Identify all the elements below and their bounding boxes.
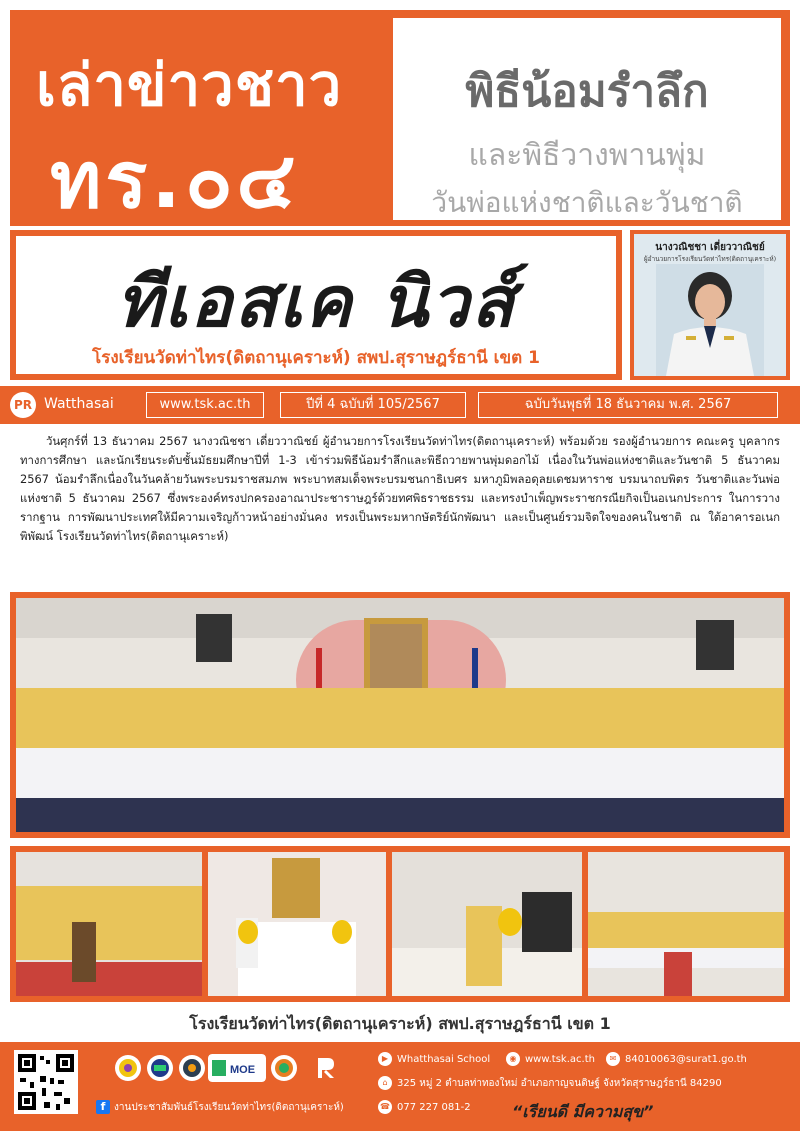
header-brand-line2: ทร.๐๔ bbox=[50, 136, 300, 226]
facebook-icon: f bbox=[96, 1100, 110, 1114]
header-title-box bbox=[393, 18, 781, 220]
email-label: 84010063@surat1.go.th bbox=[625, 1054, 747, 1065]
website-box[interactable]: www.tsk.ac.th bbox=[146, 392, 264, 418]
director-card bbox=[630, 230, 790, 380]
moe-logo-text: MOE bbox=[230, 1064, 256, 1076]
date-box: ฉบับวันพุธที่ 18 ธันวาคม พ.ศ. 2567 bbox=[478, 392, 778, 418]
pr-logo-icon bbox=[312, 1054, 340, 1082]
address-line bbox=[378, 1076, 722, 1091]
header bbox=[10, 10, 790, 226]
director-card-inner bbox=[634, 234, 786, 376]
news-banner-inner bbox=[16, 236, 616, 374]
footer bbox=[0, 1042, 800, 1131]
obec-logo-icon bbox=[114, 1054, 142, 1082]
main-photo-frame bbox=[10, 592, 790, 838]
thumbnail-photo-2 bbox=[208, 852, 386, 996]
article-body: วันศุกร์ที่ 13 ธันวาคม 2567 นางวณิชชา เดี่ยววาณิชย์ ผู้อำนวยการโรงเรียนวัดท่าไทร(ดิตถานุเคราะห์) พร้อมด้วย รองผู้อำนวยการ คณะครู บุคลากรทางการศึกษา และนักเรียนระดับชั้นมัธยมศึกษาปีที่ 1-3 เข้าร่วมพิธีน้อมรำลึกและพิธีถวายพานพุ่มดอกไม้ เนื่องในวันพ่อแห่งชาติและวันชาติ 5 ธันวาคม 2567 น้อมรำลึกเนื่องในวันคล้ายวันพระบรมราชสมภพ พระบาทสมเด็จพระบรมชนกาธิเบศร มหาภูมิพลอดุลยเดชมหาราช บรมนาถบพิตร วันชาติและวันพ่อแห่งชาติ 5 ธันวาคม 2567 ซึ่งพระองค์ทรงปกครองอาณาประชาราษฎร์ด้วยทศพิธราชธรรม และทรงบำเพ็ญพระราชกรณียกิจเป็นอเนกประการ ในการวางรากฐาน การพัฒนาประเทศให้มีความเจริญก้าวหน้าอย่างมั่นคง ทรงเป็นพระมหากษัตริย์นักพัฒนา และเป็นศูนย์รวมจิตใจของคนในชาติ ณ ใต้อาคารอเนกพิพัฒน์ โรงเรียนวัดท่าไทร(ดิตถานุเคราะห์) bbox=[20, 434, 780, 543]
pr-badge: PR bbox=[10, 392, 36, 418]
facebook-label: งานประชาสัมพันธ์โรงเรียนวัดท่าไทร(ดิตถานุเคราะห์) bbox=[114, 1102, 344, 1113]
youtube-label: Whatthasai School bbox=[397, 1054, 491, 1065]
director-name: นางวณิชชา เดี่ยววาณิชย์ bbox=[655, 242, 765, 253]
email-link[interactable] bbox=[606, 1052, 747, 1066]
phone-link[interactable] bbox=[378, 1100, 471, 1114]
mail-icon: ✉ bbox=[606, 1052, 620, 1066]
thumbnail-strip bbox=[10, 846, 790, 1002]
phone-label: 077 227 081-2 bbox=[397, 1102, 471, 1113]
news-banner-title: ทีเอสเค นิวส์ bbox=[116, 260, 516, 343]
phone-icon: ☎ bbox=[378, 1100, 392, 1114]
globe-icon: ◉ bbox=[506, 1052, 520, 1066]
info-bar bbox=[0, 386, 800, 424]
facebook-link[interactable] bbox=[96, 1100, 344, 1115]
header-brand bbox=[10, 10, 390, 226]
thumbnail-photo-1 bbox=[16, 852, 202, 996]
qr-code-icon[interactable] bbox=[14, 1050, 78, 1114]
youtube-link[interactable] bbox=[378, 1052, 490, 1066]
news-banner-school: โรงเรียนวัดท่าไทร(ดิตถานุเคราะห์) สพป.สุราษฎร์ธานี เขต 1 bbox=[92, 348, 540, 368]
school-caption: โรงเรียนวัดท่าไทร(ดิตถานุเคราะห์) สพป.สุราษฎร์ธานี เขต 1 bbox=[189, 1014, 611, 1033]
page-title: พิธีน้อมรำลึก bbox=[465, 66, 709, 117]
school-slogan: “เรียนดี มีความสุข” bbox=[512, 1102, 654, 1121]
thumbnail-photo-4 bbox=[588, 852, 784, 996]
issue-box: ปีที่ 4 ฉบับที่ 105/2567 bbox=[280, 392, 466, 418]
site-name: Watthasai bbox=[44, 396, 114, 412]
moe-safety-logo-icon bbox=[208, 1054, 266, 1082]
header-brand-line1: เล่าข่าวชาว bbox=[36, 51, 343, 119]
address-label: 325 หมู่ 2 ตำบลท่าทองใหม่ อำเภอกาญจนดิษฐ์ จังหวัดสุราษฎร์ธานี 84290 bbox=[397, 1078, 722, 1089]
group-photo bbox=[16, 598, 784, 832]
director-role: ผู้อำนวยการโรงเรียนวัดท่าไทร(ดิตถานุเคราะห์) bbox=[643, 255, 777, 263]
web-label: www.tsk.ac.th bbox=[525, 1054, 595, 1065]
district-logo-icon bbox=[146, 1054, 174, 1082]
school-logo-icon bbox=[270, 1054, 298, 1082]
page-subtitle-2: วันพ่อแห่งชาติและวันชาติ bbox=[431, 186, 743, 219]
home-icon: ⌂ bbox=[378, 1076, 392, 1090]
thumbnail-photo-3 bbox=[392, 852, 582, 996]
ministry-seal-icon bbox=[178, 1054, 206, 1082]
news-banner bbox=[10, 230, 622, 380]
page-subtitle-1: และพิธีวางพานพุ่ม bbox=[468, 138, 706, 173]
director-portrait bbox=[656, 264, 764, 376]
youtube-icon: ▶ bbox=[378, 1052, 392, 1066]
web-link[interactable] bbox=[506, 1052, 595, 1066]
